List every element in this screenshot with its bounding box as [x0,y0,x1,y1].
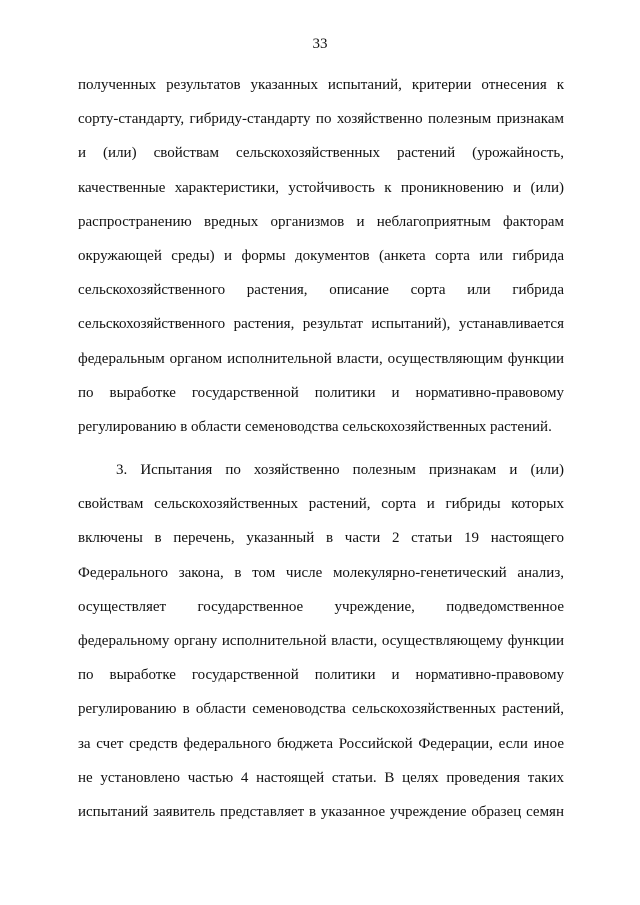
paragraph-spacer [78,444,564,453]
text-line: за счет средств федерального бюджета Российской Федерации, если иное [78,735,564,752]
text-line: сельскохозяйственного растения, описание сорта или гибрида [78,282,564,299]
text-line: регулированию в области семеноводства сельскохозяйственных растений, [78,701,564,718]
text-line: федеральному органу исполнительной власти, осуществляющему функции [78,633,564,649]
text-line: испытаний заявитель представляет в указанное учреждение образец семян [78,803,564,820]
text-line: 3. Испытания по хозяйственно полезным признакам и (или) [116,462,564,479]
text-line: регулированию в области семеноводства сельскохозяйственных растений. [78,418,552,435]
paragraph-2 [78,453,564,829]
text-line: распространению вредных организмов и неблагоприятным факторам [78,213,564,230]
text-line: по выработке государственной политики и нормативно-правовому [78,384,564,401]
page-number: 33 [312,36,328,52]
text-line: Федерального закона, в том числе молекулярно-генетический анализ, [78,564,564,581]
text-line: федеральным органом исполнительной власти, осуществляющим функции [78,350,564,367]
text-line: осуществляет государственное учреждение, подведомственное [78,598,564,615]
text-line: включены в перечень, указанный в части 2 статьи 19 настоящего [78,530,564,547]
text-line: и (или) свойствам сельскохозяйственных растений (урожайность, [78,145,564,162]
body-text [78,68,564,829]
text-line: свойствам сельскохозяйственных растений, сорта и гибриды которых [78,496,564,513]
text-line: полученных результатов указанных испытаний, критерии отнесения к [78,77,564,93]
paragraph-1 [78,68,564,444]
text-line: качественные характеристики, устойчивость к проникновению и (или) [78,179,564,196]
text-line: по выработке государственной политики и нормативно-правовому [78,667,564,684]
text-line: окружающей среды) и формы документов (анкета сорта или гибрида [78,247,564,264]
text-line: не установлено частью 4 настоящей статьи. В целях проведения таких [78,769,564,786]
text-line: сорту-стандарту, гибриду-стандарту по хозяйственно полезным признакам [78,111,564,128]
text-line: сельскохозяйственного растения, результат испытаний), устанавливается [78,316,564,333]
